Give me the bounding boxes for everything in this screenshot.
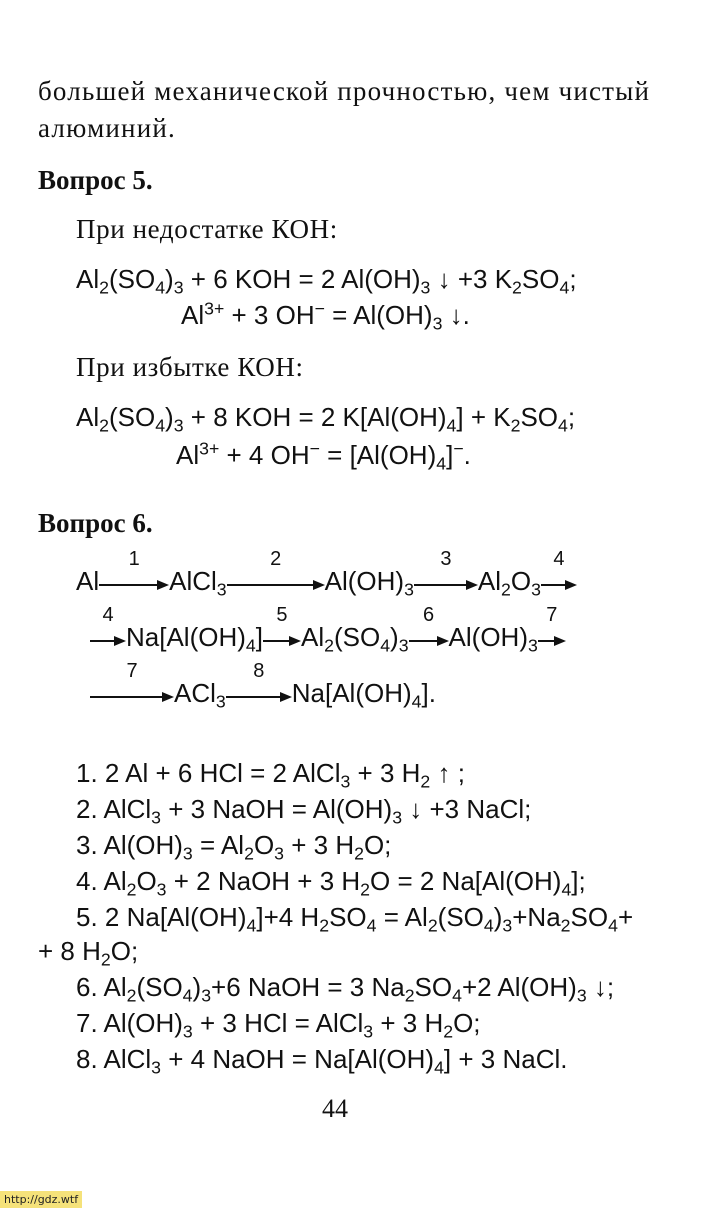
arrow-right-icon xyxy=(90,688,174,702)
scheme-arrow-7 xyxy=(538,604,566,646)
scheme-arrow-5 xyxy=(263,604,301,646)
scheme-arrow-label: 6 xyxy=(422,604,435,626)
arrow-right-icon xyxy=(99,576,169,590)
scheme-arrow-label: 3 xyxy=(440,548,452,570)
scheme-arrow-label: 7 xyxy=(546,604,558,626)
arrow-right-icon xyxy=(226,688,292,702)
arrow-right-icon xyxy=(414,576,478,590)
scheme-arrow-label: 8 xyxy=(253,660,265,682)
reaction-5: 5. 2 $Na[Al(OH)_4]+4$ $H_2SO_4 = Al_2(SO_4)_3+Na_2SO_4+$ xyxy=(76,902,634,936)
question-5-title: Вопрос 5. xyxy=(38,165,153,195)
intro-line-1: большей механической прочностью, чем чистый xyxy=(38,76,651,106)
question-6-title: Вопрос 6. xyxy=(38,508,153,538)
scheme-arrow-label: 1 xyxy=(128,548,140,570)
reaction-3: 3. $Al(OH)_3 = Al_2O_3 + 3$ $H_2O$; xyxy=(76,830,392,864)
excess-koh-label: При избытке КОН: xyxy=(76,352,304,382)
reaction-5-continued: + 8 $H_2O$; xyxy=(38,936,139,970)
reaction-1: 1. 2 Al + 6 HCl = 2 AlCl$_3$ + 3 $H_2$ ↑ ; xyxy=(76,758,465,792)
lack-koh-label: При недостатке КОН: xyxy=(76,214,338,244)
arrow-right-icon xyxy=(409,632,449,646)
scheme-row-2: 4 $Na[Al(OH)_4]$ 5 $Al_2(SO_4)_3$ 6 $Al(OH)_3$ 7 xyxy=(90,622,566,653)
scheme-row-3: 7 ACl$_3$ 8 $Na[Al(OH)_4]$. xyxy=(90,678,436,709)
scheme-arrow-1 xyxy=(99,548,169,590)
scheme-arrow-4-continued xyxy=(90,604,126,646)
scheme-arrow-label: 4 xyxy=(553,548,565,570)
source-link[interactable]: http://gdz.wtf xyxy=(0,1191,82,1208)
scheme-arrow-label: 7 xyxy=(126,660,138,682)
scheme-arrow-label: 5 xyxy=(276,604,288,626)
equation-q5-lack-ionic: $Al^{3+} + 3$ $OH^- = Al(OH)_3$ ↓. xyxy=(181,298,470,334)
arrow-right-icon xyxy=(538,632,566,646)
reaction-4: 4. $Al_2O_3 + 2$ NaOH + 3 $H_2O = 2$ $Na[Al(OH)_4]$; xyxy=(76,866,586,900)
scheme-arrow-label: 2 xyxy=(270,548,282,570)
scheme-row-1: Al 1 AlCl$_3$ 2 $Al(OH)_3$ 3 $Al_2O_3$ 4 xyxy=(76,566,577,597)
scheme-arrow-3 xyxy=(414,548,478,590)
scheme-arrow-label: 4 xyxy=(102,604,114,626)
reaction-8: 8. AlCl$_3$ + 4 NaOH = $Na[Al(OH)_4] + 3$ NaCl. xyxy=(76,1044,568,1078)
intro-line-2: алюминий. xyxy=(38,113,176,143)
arrow-right-icon xyxy=(227,576,325,590)
reaction-7: 7. $Al(OH)_3 + 3$ HCl = AlCl$_3$ + 3 $H_2O$; xyxy=(76,1008,481,1042)
scheme-arrow-7-continued xyxy=(90,660,174,702)
scheme-arrow-6 xyxy=(409,604,449,646)
page-number: 44 xyxy=(322,1094,348,1123)
reaction-6: 6. $Al_2(SO_4)_3+6$ NaOH = 3 $Na_2SO_4+2$ $Al(OH)_3$ ↓; xyxy=(76,972,615,1006)
scheme-arrow-2 xyxy=(227,548,325,590)
equation-q5-lack-molecular: $Al_2(SO_4)_3 + 6$ KOH = 2 $Al(OH)_3$ ↓ +3 $K_2SO_4$; xyxy=(76,264,577,298)
scheme-arrow-4 xyxy=(541,548,577,590)
arrow-right-icon xyxy=(541,576,577,590)
scheme-arrow-8 xyxy=(226,660,292,702)
reaction-2: 2. AlCl$_3$ + 3 NaOH = $Al(OH)_3$ ↓ +3 NaCl; xyxy=(76,794,532,828)
arrow-right-icon xyxy=(263,632,301,646)
equation-q5-excess-ionic: $Al^{3+} + 4$ $OH^- = [Al(OH)_4]^-$. xyxy=(176,438,471,474)
equation-q5-excess-molecular: $Al_2(SO_4)_3 + 8$ KOH = 2 $K[Al(OH)_4] + K_2SO_4$; xyxy=(76,402,576,436)
arrow-right-icon xyxy=(90,632,126,646)
